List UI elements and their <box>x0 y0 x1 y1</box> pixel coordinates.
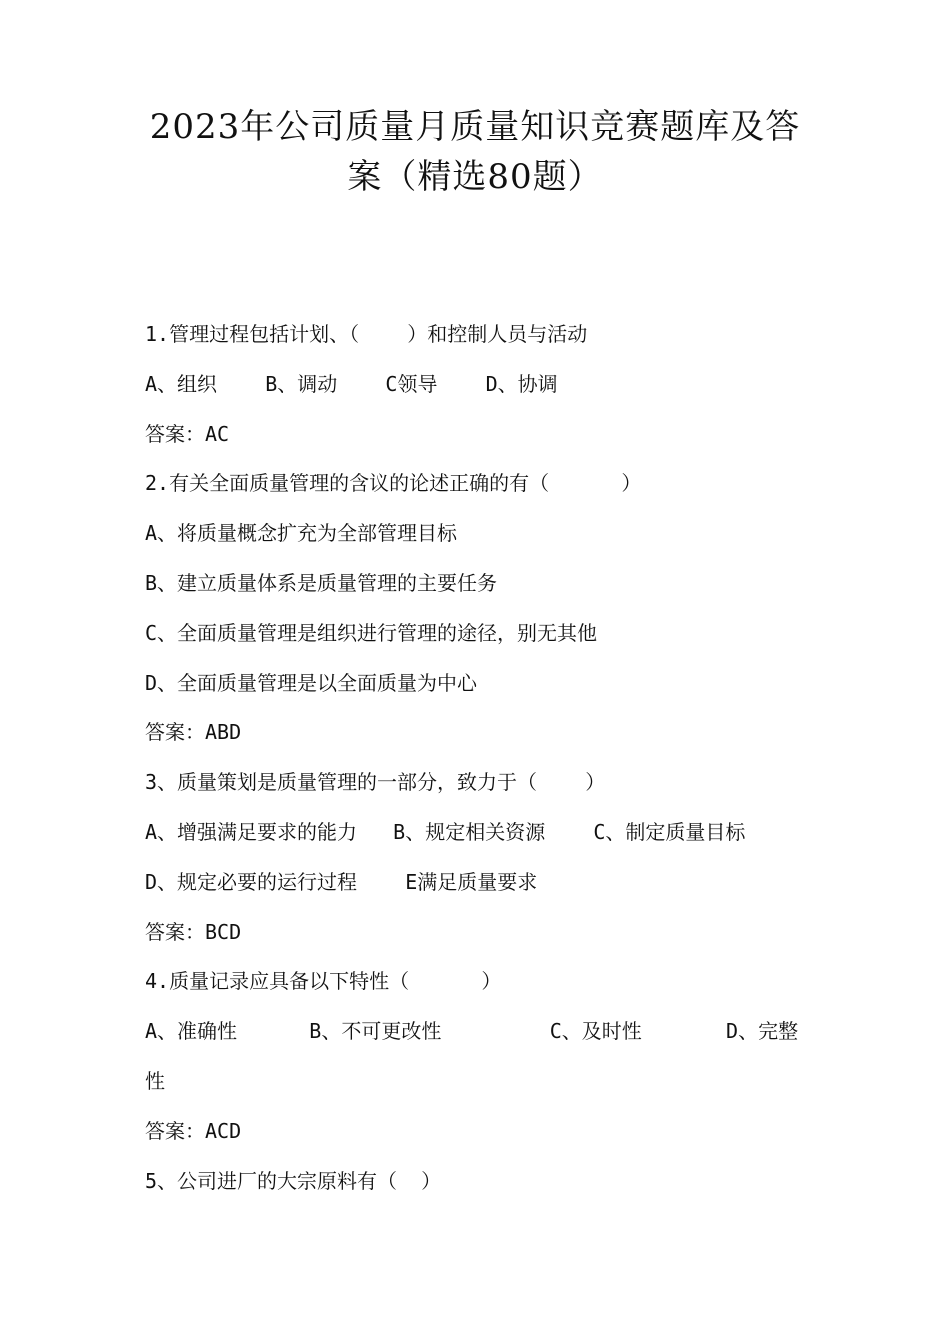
question-3-options-line-1: A、增强满足要求的能力 B、规定相关资源 C、制定质量目标 <box>145 819 746 844</box>
question-5-stem: 5、公司进厂的大宗原料有（ ） <box>145 1168 442 1193</box>
question-2-option-a: A、将质量概念扩充为全部管理目标 <box>145 521 458 546</box>
question-2-option-c: C、全面质量管理是组织进行管理的途径，别无其他 <box>145 620 598 645</box>
question-3-answer: 答案：BCD <box>145 919 242 944</box>
question-2-option-d: D、全面质量管理是以全面质量为中心 <box>145 670 478 695</box>
document-title-line-2: 案（精选80题） <box>347 157 603 197</box>
question-4-stem: 4.质量记录应具备以下特性（ ） <box>145 969 502 994</box>
question-3-options-line-2: D、规定必要的运行过程 E满足质量要求 <box>145 869 538 894</box>
document-title-line-1: 2023年公司质量月质量知识竞赛题库及答 <box>149 107 801 147</box>
question-4-answer: 答案：ACD <box>145 1118 242 1143</box>
document-body <box>145 310 825 1206</box>
question-3-stem: 3、质量策划是质量管理的一部分，致力于（ ） <box>145 770 606 795</box>
question-2-answer: 答案：ABD <box>145 720 242 745</box>
question-2-stem: 2.有关全面质量管理的含议的论述正确的有（ ） <box>145 471 642 496</box>
question-1-stem: 1.管理过程包括计划、（ ）和控制人员与活动 <box>145 322 588 346</box>
question-1-answer: 答案：AC <box>145 421 230 446</box>
question-2-option-b: B、建立质量体系是质量管理的主要任务 <box>145 570 498 595</box>
question-4-options-line-1: A、准确性 B、不可更改性 C、及时性 D、完整 <box>145 1019 799 1044</box>
question-4-options-line-2: 性 <box>145 1068 165 1093</box>
question-1-options: A、组织 B、调动 C领导 D、协调 <box>145 371 558 396</box>
